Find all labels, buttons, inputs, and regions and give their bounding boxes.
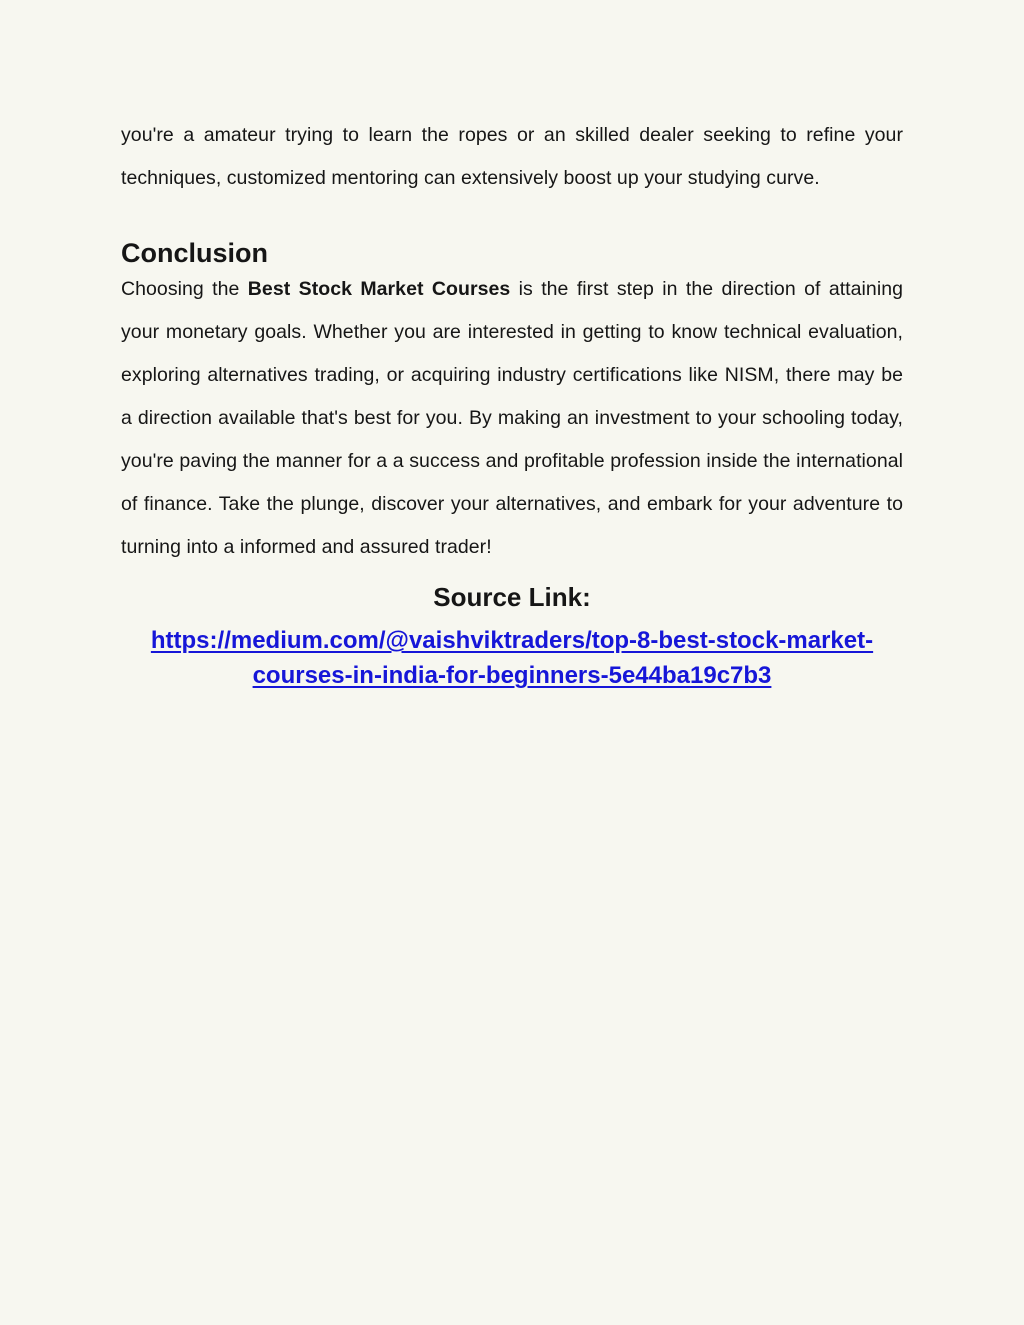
source-link[interactable] [151,627,873,689]
highlight-term: Best Stock Market Courses [247,278,511,300]
conclusion-heading: Conclusion [121,238,268,268]
source-link-line-2[interactable]: courses-in-india-for-beginners-5e44ba19c7b3 [252,662,772,689]
intro-paragraph: you're a amateur trying to learn the ropes or an skilled dealer seeking to refine your techniques, customized mentoring can extensively boost up your studying curve. [121,124,903,189]
source-link-block [121,625,903,695]
conclusion-paragraph [121,268,903,569]
conclusion-text-after: is the first step in the direction of attaining your monetary goals. Whether you are interested in getting to know technical evaluation, exploring alternatives trading, or acquiring industry certifications like NISM, there may be a direction available that's best for you. By making an investment to your schooling today, you're paving the manner for a a success and profitable profession inside the international of finance. Take the plunge, discover your alternatives, and embark for your adventure to turning into a informed and assured trader! [121,278,903,558]
document-page [121,114,903,695]
conclusion-text-before: Choosing the [121,278,248,300]
source-heading: Source Link: [433,582,591,612]
source-link-line-1[interactable]: https://medium.com/@vaishviktraders/top-8-best-stock-market- [150,627,874,654]
